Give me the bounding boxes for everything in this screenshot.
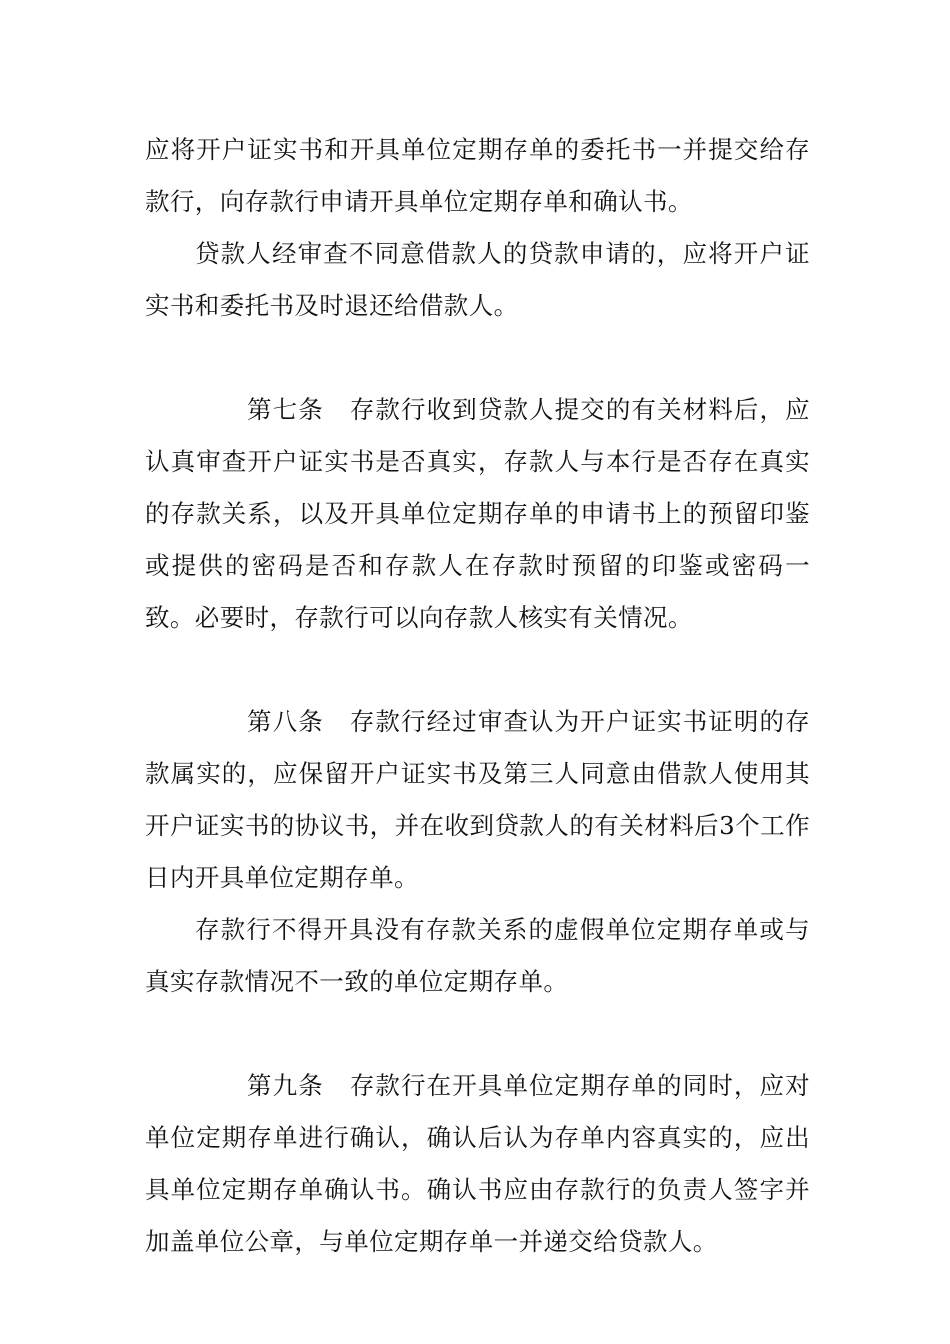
article-number: 第八条 (247, 707, 324, 736)
article-9 (145, 1060, 810, 1268)
paragraph-text: 应将开户证实书和开具单位定期存单的委托书一并提交给存款行，向存款行申请开具单位定期存单和确认书。 (145, 135, 810, 216)
paragraph-spacer (145, 332, 810, 384)
article-number: 第九条 (247, 1071, 324, 1100)
paragraph-text: 贷款人经审查不同意借款人的贷款申请的，应将开户证实书和委托书及时退还给借款人。 (145, 239, 810, 320)
article-text: 存款行经过审查认为开户证实书证明的存款属实的，应保留开户证实书及第三人同意由借款人使用其开户证实书的协议书，并在收到贷款人的有关材料后3个工作日内开具单位定期存单。 (145, 707, 811, 892)
paragraph-spacer (145, 644, 810, 696)
document-page (145, 124, 810, 1268)
article-number: 第七条 (247, 395, 324, 424)
paragraph (145, 228, 810, 332)
article-7 (145, 384, 810, 644)
article-text: 存款行在开具单位定期存单的同时，应对单位定期存单进行确认，确认后认为存单内容真实的，应出具单位定期存单确认书。确认书应由存款行的负责人签字并加盖单位公章，与单位定期存单一并递交给贷款人。 (145, 1071, 811, 1256)
article-text: 存款行收到贷款人提交的有关材料后，应认真审查开户证实书是否真实，存款人与本行是否存在真实的存款关系，以及开具单位定期存单的申请书上的预留印鉴或提供的密码是否和存款人在存款时预留的印鉴或密码一致。必要时，存款行可以向存款人核实有关情况。 (145, 395, 811, 632)
paragraph (145, 904, 810, 1008)
paragraph (145, 124, 810, 228)
paragraph-text: 存款行不得开具没有存款关系的虚假单位定期存单或与真实存款情况不一致的单位定期存单。 (145, 915, 810, 996)
article-8 (145, 696, 810, 904)
paragraph-spacer (145, 1008, 810, 1060)
